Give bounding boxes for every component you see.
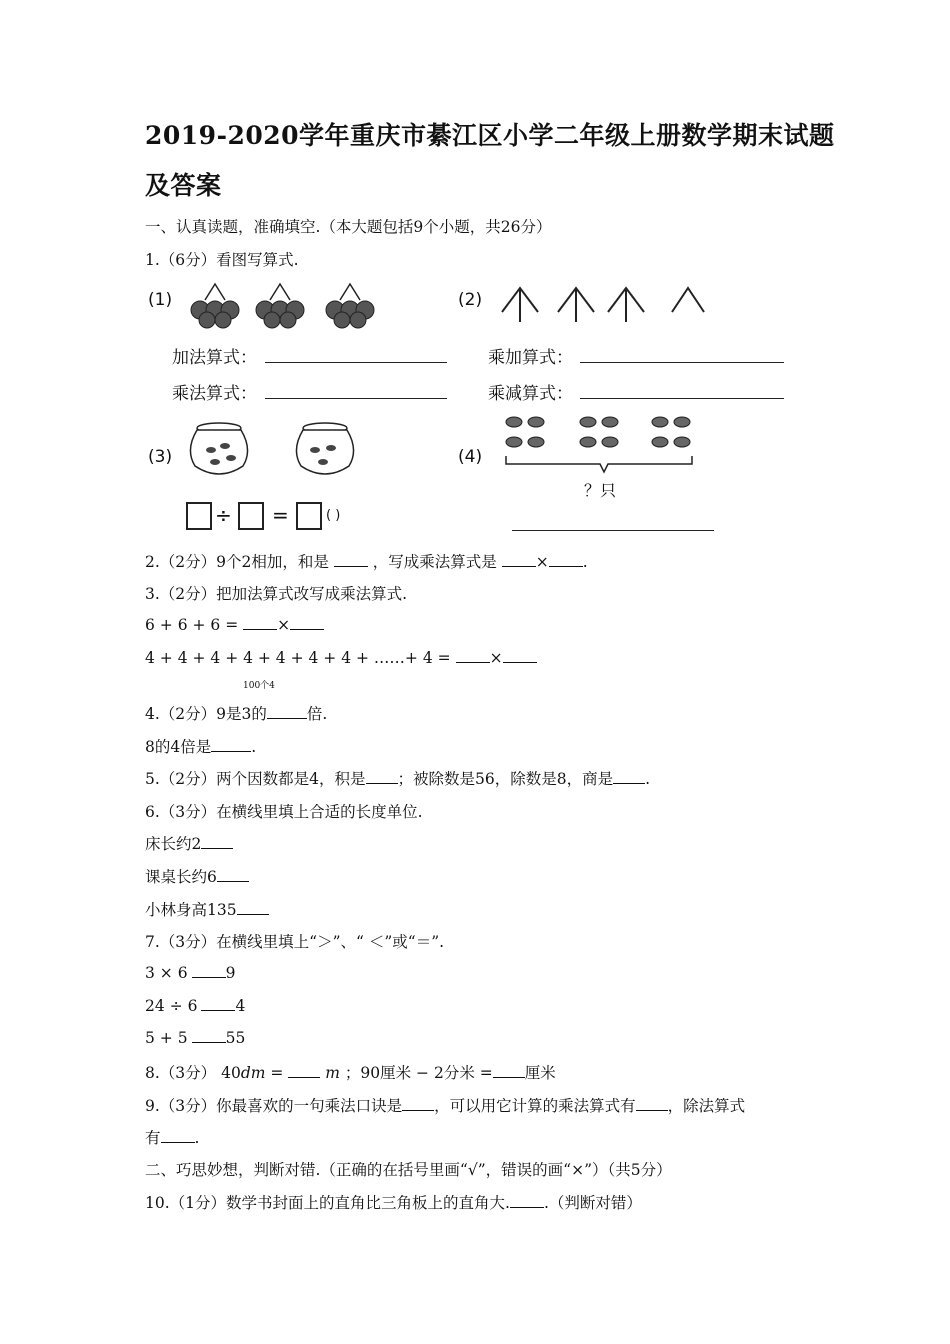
quotient-box[interactable] <box>296 502 322 530</box>
document-title-cont: 及答案 <box>145 171 222 200</box>
q7-b-right: 4 <box>235 997 246 1015</box>
q5-text-b: ；被除数是56，除数是8，商是 <box>397 770 614 788</box>
q8-prefix: 8.（3分） <box>145 1064 217 1082</box>
q2-text-b: ，写成乘法算式是 <box>372 553 497 571</box>
q3-stem: 3.（2分）把加法算式改写成乘法算式. <box>145 585 408 603</box>
q6-a-blank[interactable] <box>201 834 233 849</box>
q8-unit-dm: dm <box>240 1064 266 1082</box>
q3-l2-times: × <box>489 649 503 667</box>
stick-figures-image <box>500 282 710 326</box>
q7-a-blank[interactable] <box>192 963 226 978</box>
q8-unit-m: m <box>325 1064 340 1082</box>
unknown-count-label: ？只 <box>584 481 617 500</box>
q9-blank1[interactable] <box>402 1096 434 1111</box>
q2-times: × <box>535 553 549 571</box>
q2 <box>145 550 588 572</box>
q10-blank[interactable] <box>510 1193 544 1208</box>
q4-text-c: 8的4倍是 <box>145 738 212 756</box>
q2-sum-blank[interactable] <box>334 552 368 567</box>
unit-paren: ( ) <box>326 508 341 523</box>
q2-end: . <box>582 553 588 571</box>
part4-answer-blank[interactable] <box>512 530 714 531</box>
q3-l1-times: × <box>277 616 291 634</box>
q1-part3-label: (3) <box>148 447 173 467</box>
section-2-heading: 二、巧思妙想，判断对错.（正确的在括号里画“√”，错误的画“×”）（共5分） <box>145 1161 672 1179</box>
q10 <box>145 1191 642 1213</box>
q8-part2: ；90厘米 − 2分米 = <box>344 1064 493 1082</box>
q5-blank1[interactable] <box>366 769 398 784</box>
q9-blank2[interactable] <box>636 1096 668 1111</box>
q10-text: 10.（1分）数学书封面上的直角比三角板上的直角大. <box>145 1194 510 1212</box>
q3-line2 <box>145 648 537 667</box>
q9-blank3[interactable] <box>161 1128 195 1143</box>
fish-bowls-image <box>185 420 365 482</box>
q8-blank1[interactable] <box>288 1063 320 1078</box>
divisor-box[interactable] <box>238 502 264 530</box>
q2-text-a: 2.（2分）9个2相加，和是 <box>145 553 329 571</box>
q7-c <box>145 1028 245 1047</box>
q7-stem: 7.（3分）在横线里填上“＞”、“ ＜”或“＝”. <box>145 933 445 951</box>
q9-line2 <box>145 1126 199 1148</box>
q4-text-b: 倍. <box>306 705 328 723</box>
q2-factor2-blank[interactable] <box>549 552 583 567</box>
q9-text-d: 有 <box>145 1129 161 1147</box>
q7-c-right: 55 <box>225 1029 246 1047</box>
equals-sign: = <box>272 503 289 527</box>
mul-add-blank[interactable] <box>580 362 784 363</box>
bird-groups-image <box>500 410 710 480</box>
q3-l2-expr: 4 + 4 + 4 + 4 + 4 + 4 + 4 + ……+ 4 = <box>145 649 451 667</box>
q9-text-e: . <box>194 1129 200 1147</box>
q4-text-a: 4.（2分）9是3的 <box>145 705 267 723</box>
q3-l1-blank1[interactable] <box>243 615 277 630</box>
q6-b-text: 课桌长约6 <box>145 868 217 886</box>
q5-blank2[interactable] <box>613 769 645 784</box>
q7-b-left: 24 ÷ 6 <box>145 997 198 1015</box>
dividend-box[interactable] <box>186 502 212 530</box>
q4-text-d: . <box>251 738 257 756</box>
q3-l2-blank2[interactable] <box>503 648 537 663</box>
q8 <box>145 1061 556 1083</box>
document-title: 2019-2020学年重庆市綦江区小学二年级上册数学期末试题 <box>145 121 835 150</box>
q7-b-blank[interactable] <box>201 996 235 1011</box>
q8-unit-cm: 厘米 <box>524 1064 556 1082</box>
q2-factor1-blank[interactable] <box>502 552 536 567</box>
q7-c-left: 5 + 5 <box>145 1029 188 1047</box>
q8-value: 40 <box>221 1064 241 1082</box>
mul-add-label: 乘加算式： <box>488 348 573 368</box>
q6-c <box>145 898 269 920</box>
q5-text-a: 5.（2分）两个因数都是4，积是 <box>145 770 366 788</box>
addition-blank[interactable] <box>265 362 447 363</box>
q8-eq: = <box>270 1064 284 1082</box>
q5 <box>145 767 650 789</box>
q8-blank2[interactable] <box>493 1063 525 1078</box>
q9-line1 <box>145 1094 745 1116</box>
q4-blank2[interactable] <box>211 737 251 752</box>
q6-stem: 6.（3分）在横线里填上合适的长度单位. <box>145 803 423 821</box>
q3-brace-note: 100个4 <box>243 681 275 691</box>
q4-line1 <box>145 702 327 724</box>
q7-b <box>145 996 245 1015</box>
q7-c-blank[interactable] <box>192 1028 226 1043</box>
q6-a-text: 床长约2 <box>145 835 202 853</box>
q7-a <box>145 963 235 982</box>
q1-stem: 1.（6分）看图写算式. <box>145 251 299 269</box>
q1-part4-label: (4) <box>458 447 483 467</box>
mul-sub-label: 乘减算式： <box>488 384 573 404</box>
q9-text-c: ，除法算式 <box>667 1097 746 1115</box>
addition-label: 加法算式： <box>172 348 257 368</box>
q9-text-b: ，可以用它计算的乘法算式有 <box>434 1097 636 1115</box>
grape-bunches-image <box>185 280 395 330</box>
q5-text-c: . <box>645 770 651 788</box>
section-1-heading: 一、认真读题，准确填空.（本大题包括9个小题，共26分） <box>145 218 552 236</box>
q10-suffix: .（判断对错） <box>543 1194 642 1212</box>
mul-sub-blank[interactable] <box>580 398 784 399</box>
q6-c-blank[interactable] <box>237 900 269 915</box>
q3-line1 <box>145 615 324 634</box>
q9-text-a: 9.（3分）你最喜欢的一句乘法口诀是 <box>145 1097 403 1115</box>
multiplication-blank[interactable] <box>265 398 447 399</box>
divide-sign: ÷ <box>215 503 232 527</box>
q3-l1-blank2[interactable] <box>290 615 324 630</box>
q3-l2-blank1[interactable] <box>456 648 490 663</box>
q1-part2-label: (2) <box>458 290 483 310</box>
multiplication-label: 乘法算式： <box>172 384 257 404</box>
q6-c-text: 小林身高135 <box>145 901 237 919</box>
q6-b <box>145 865 249 887</box>
q6-b-blank[interactable] <box>217 867 249 882</box>
q3-l1-expr: 6 + 6 + 6 = <box>145 616 239 634</box>
q7-a-left: 3 × 6 <box>145 964 188 982</box>
q7-a-right: 9 <box>225 964 236 982</box>
q1-part1-label: (1) <box>148 290 173 310</box>
q6-a <box>145 832 233 854</box>
q4-blank1[interactable] <box>267 704 307 719</box>
q4-line2 <box>145 735 256 757</box>
